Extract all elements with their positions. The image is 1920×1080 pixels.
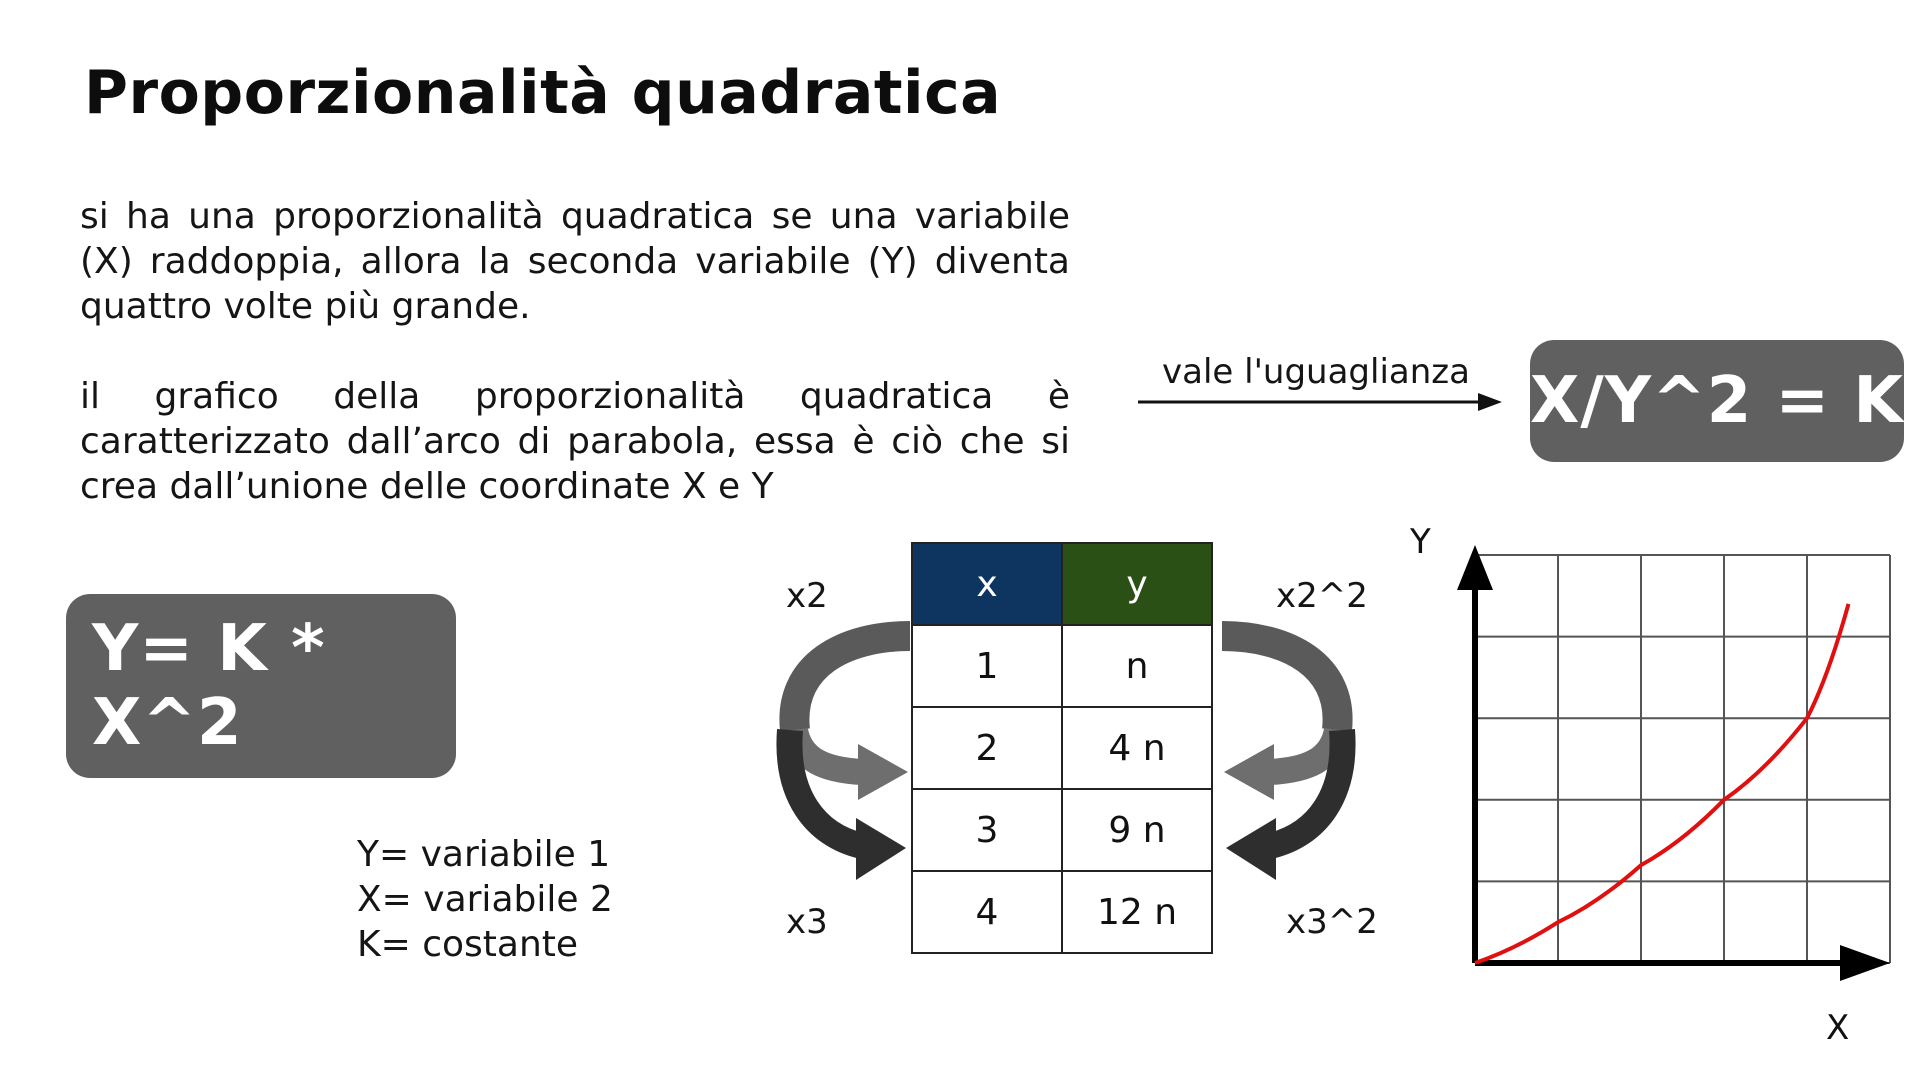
formula-ratio-box: X/Y^2 = K xyxy=(1530,340,1904,462)
parabola-curve xyxy=(1475,604,1849,963)
parabola-chart xyxy=(1420,540,1900,1000)
table-cell-y: 4 n xyxy=(1062,707,1212,789)
legend-item: K= costante xyxy=(357,924,579,965)
table-header-x: x xyxy=(912,543,1062,625)
table-row xyxy=(912,789,1212,871)
table-cell-x: 2 xyxy=(912,707,1062,789)
table-cell-y: 12 n xyxy=(1062,871,1212,953)
curved-arrow-right-icon xyxy=(1212,620,1362,890)
table-cell-x: 3 xyxy=(912,789,1062,871)
arrow-right-icon xyxy=(1130,388,1510,418)
legend-item: Y= variabile 1 xyxy=(357,834,611,875)
equality-label: vale l'uguaglianza xyxy=(1162,352,1470,392)
x-axis-arrowhead xyxy=(1840,945,1890,981)
definition-paragraph: si ha una proporzionalità quadratica se una variabile (X) raddoppia, allora la seconda variabile (Y) diventa quattro volte più grande. xyxy=(80,196,1070,327)
multiplier-right-bottom: x3^2 xyxy=(1286,902,1378,942)
table-row xyxy=(912,871,1212,953)
y-axis-arrowhead xyxy=(1457,545,1493,590)
table-header-row xyxy=(912,543,1212,625)
table-cell-y: n xyxy=(1062,625,1212,707)
chart-y-axis-label: Y xyxy=(1410,522,1431,562)
table-header-y: y xyxy=(1062,543,1212,625)
table-cell-x: 4 xyxy=(912,871,1062,953)
page-title: Proporzionalità quadratica xyxy=(84,58,1002,128)
legend-item: X= variabile 2 xyxy=(357,879,613,920)
table-row xyxy=(912,625,1212,707)
multiplier-right-top: x2^2 xyxy=(1276,576,1368,616)
graph-description-paragraph: il grafico della proporzionalità quadratica è caratterizzato dall’arco di parabola, essa è ciò che si crea dall’unione delle coordinate X e Y xyxy=(80,376,1070,507)
chart-x-axis-label: X xyxy=(1826,1008,1850,1048)
multiplier-left-top: x2 xyxy=(786,576,828,616)
table-cell-y: 9 n xyxy=(1062,789,1212,871)
variable-legend xyxy=(357,832,613,967)
multiplier-left-bottom: x3 xyxy=(786,902,828,942)
curved-arrow-left-icon xyxy=(770,620,920,890)
table-row xyxy=(912,707,1212,789)
values-table xyxy=(911,542,1213,954)
table-cell-x: 1 xyxy=(912,625,1062,707)
formula-main-box: Y= K * X^2 xyxy=(66,594,456,778)
